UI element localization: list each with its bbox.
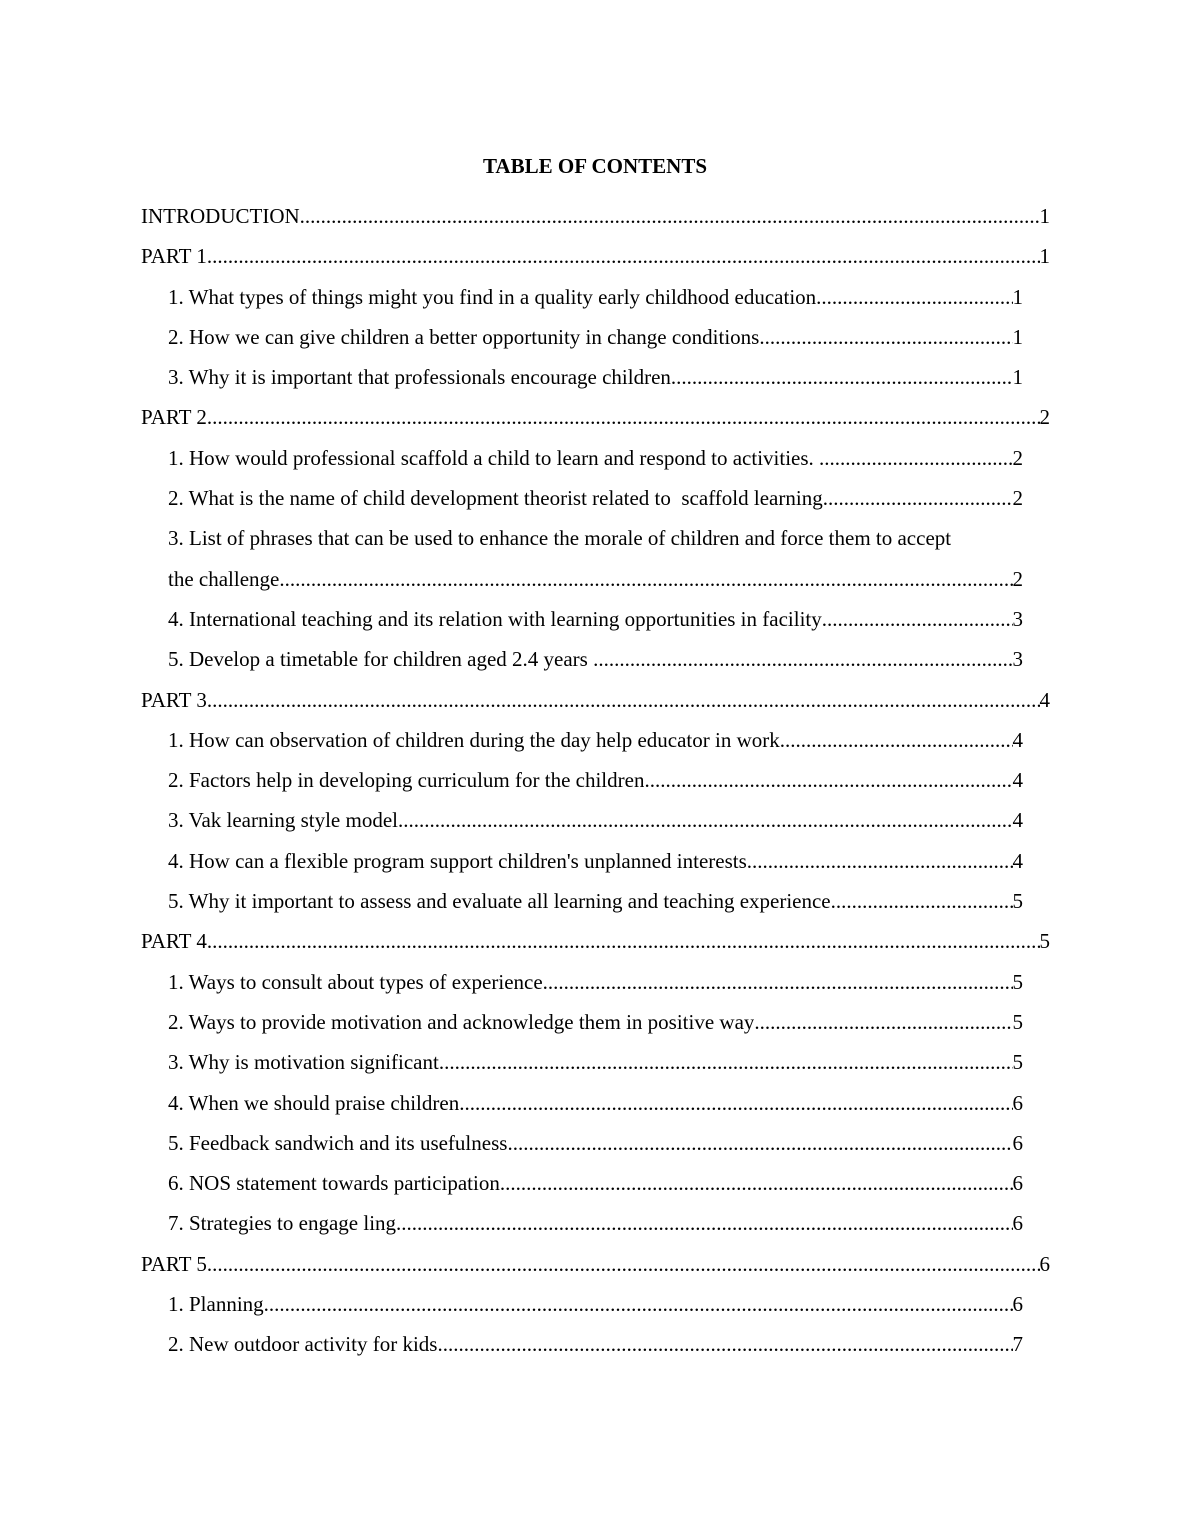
toc-entry-part-2-5[interactable] [168,639,1023,679]
toc-entry-part-3-4[interactable] [168,841,1023,881]
toc-list [0,196,1190,1365]
toc-entry-part-3-2[interactable] [168,760,1023,800]
toc-leader-dots [816,277,1012,317]
toc-entry-label-line-1: 3. List of phrases that can be used to enhance the morale of children and force them to accept [168,526,952,551]
toc-page-number: 1 [1012,324,1023,349]
toc-entry-part-4-1[interactable] [168,962,1023,1002]
toc-title: TABLE OF CONTENTS [482,154,708,178]
toc-page-number: 2 [1039,405,1050,430]
toc-leader-dots [439,1042,1013,1082]
toc-entry-part-1[interactable] [141,236,1050,276]
toc-entry-part-2-1[interactable] [168,438,1023,478]
toc-leader-dots [207,680,1040,720]
toc-entry-label: PART 1 [141,244,207,269]
toc-entry-label: 2. Factors help in developing curriculum for the children [168,768,645,793]
toc-page-number: 4 [1012,848,1023,873]
toc-leader-dots [819,438,1012,478]
toc-entry-label: 7. Strategies to engage ling [168,1211,397,1236]
toc-page-number: 1 [1039,204,1050,228]
toc-leader-dots [207,397,1040,437]
toc-leader-dots [671,357,1013,397]
toc-leader-dots [822,599,1013,639]
toc-entry-part-4-3[interactable] [168,1042,1023,1082]
toc-entry-label: 1. How can observation of children during the day help educator in work [168,727,780,752]
toc-leader-dots [300,196,1040,236]
toc-entry-label: PART 3 [141,687,207,712]
toc-entry-part-4-7[interactable] [168,1203,1023,1243]
toc-leader-dots [207,921,1040,961]
toc-entry-part-4-4[interactable] [168,1083,1023,1123]
toc-entry-label: 1. How would professional scaffold a child to learn and respond to activities. [168,445,820,470]
toc-page-number: 2 [1012,566,1023,591]
toc-entry-part-2-3[interactable] [168,518,1050,599]
toc-entry-label: 5. Feedback sandwich and its usefulness [168,1130,508,1155]
toc-leader-dots [831,881,1013,921]
toc-entry-label: 2. New outdoor activity for kids [168,1332,438,1357]
toc-entry-label: INTRODUCTION [141,204,300,228]
toc-entry-label: 2. How we can give children a better opportunity in change conditions [168,324,760,349]
toc-leader-dots [780,720,1013,760]
toc-page-number: 7 [1012,1332,1023,1357]
toc-entry-label: 2. Ways to provide motivation and acknowledge them in positive way [168,1009,755,1034]
toc-page-number: 6 [1012,1211,1023,1236]
toc-page-number: 1 [1039,244,1050,269]
toc-page-number: 3 [1012,647,1023,672]
toc-entry-part-4[interactable] [141,921,1050,961]
toc-entry-label-line-2: the challenge [168,566,280,591]
toc-entry-label: 6. NOS statement towards participation [168,1171,500,1196]
toc-entry-introduction[interactable] [141,196,1050,236]
toc-page-number: 1 [1012,284,1023,309]
toc-leader-dots [593,639,1012,679]
toc-page-number: 5 [1012,889,1023,914]
toc-entry-label: 1. Planning [168,1292,264,1317]
toc-entry-label: 5. Why it important to assess and evaluate all learning and teaching experience [168,889,831,914]
toc-entry-part-5[interactable] [141,1244,1050,1284]
toc-entry-label: 4. International teaching and its relation with learning opportunities in facility [168,606,822,631]
toc-entry-line-2 [168,559,1023,599]
toc-page-number: 2 [1012,445,1023,470]
toc-entry-label: PART 2 [141,405,207,430]
toc-entry-label: 2. What is the name of child development theorist related to scaffold learning [168,486,823,511]
toc-entry-part-4-2[interactable] [168,1002,1023,1042]
toc-page-number: 6 [1039,1251,1050,1276]
toc-leader-dots [207,236,1040,276]
toc-entry-part-2[interactable] [141,397,1050,437]
toc-page-number: 4 [1012,768,1023,793]
toc-entry-part-3-1[interactable] [168,720,1023,760]
toc-entry-part-4-6[interactable] [168,1163,1023,1203]
toc-page-number: 6 [1012,1292,1023,1317]
toc-entry-part-2-2[interactable] [168,478,1023,518]
toc-leader-dots [264,1284,1013,1324]
toc-entry-label: 3. Why it is important that professionals encourage children [168,365,671,390]
toc-entry-label: 4. When we should praise children [168,1090,460,1115]
toc-page-number: 4 [1039,687,1050,712]
toc-leader-dots [396,1203,1012,1243]
toc-leader-dots [279,559,1012,599]
toc-page-number: 5 [1039,929,1050,954]
toc-entry-part-2-4[interactable] [168,599,1023,639]
toc-leader-dots [500,1163,1013,1203]
toc-leader-dots [437,1324,1012,1364]
toc-entry-label: PART 4 [141,929,207,954]
toc-page-number: 5 [1012,1009,1023,1034]
toc-page-number: 1 [1012,365,1023,390]
toc-entry-part-3[interactable] [141,680,1050,720]
toc-page-number: 6 [1012,1130,1023,1155]
toc-leader-dots [398,800,1013,840]
toc-leader-dots [207,1244,1040,1284]
toc-page-number: 5 [1012,1050,1023,1075]
toc-leader-dots [644,760,1012,800]
toc-leader-dots [543,962,1013,1002]
toc-page-number: 4 [1012,727,1023,752]
toc-entry-part-1-1[interactable] [168,277,1023,317]
toc-entry-label: 4. How can a flexible program support children's unplanned interests [168,848,747,873]
toc-entry-label: 3. Why is motivation significant [168,1050,439,1075]
toc-leader-dots [459,1083,1012,1123]
toc-page-number: 3 [1012,606,1023,631]
toc-page-number: 6 [1012,1171,1023,1196]
toc-leader-dots [823,478,1013,518]
toc-entry-label: 5. Develop a timetable for children aged 2.4 years [168,647,594,672]
toc-entry-part-3-3[interactable] [168,800,1023,840]
toc-page-number: 6 [1012,1090,1023,1115]
toc-entry-part-5-1[interactable] [168,1284,1023,1324]
toc-entry-label: 1. Ways to consult about types of experience [168,969,543,994]
toc-leader-dots [759,317,1012,357]
toc-page-number: 4 [1012,808,1023,833]
toc-entry-part-3-5[interactable] [168,881,1023,921]
toc-leader-dots [747,841,1013,881]
toc-page-number: 5 [1012,969,1023,994]
toc-entry-part-1-3[interactable] [168,357,1023,397]
toc-entry-part-5-2[interactable] [168,1324,1023,1364]
toc-entry-part-1-2[interactable] [168,317,1023,357]
toc-entry-label: 3. Vak learning style model [168,808,398,833]
toc-entry-label: PART 5 [141,1251,207,1276]
toc-leader-dots [507,1123,1012,1163]
toc-leader-dots [754,1002,1012,1042]
toc-page-number: 2 [1012,486,1023,511]
toc-entry-part-4-5[interactable] [168,1123,1023,1163]
toc-entry-label: 1. What types of things might you find in a quality early childhood education [168,284,817,309]
